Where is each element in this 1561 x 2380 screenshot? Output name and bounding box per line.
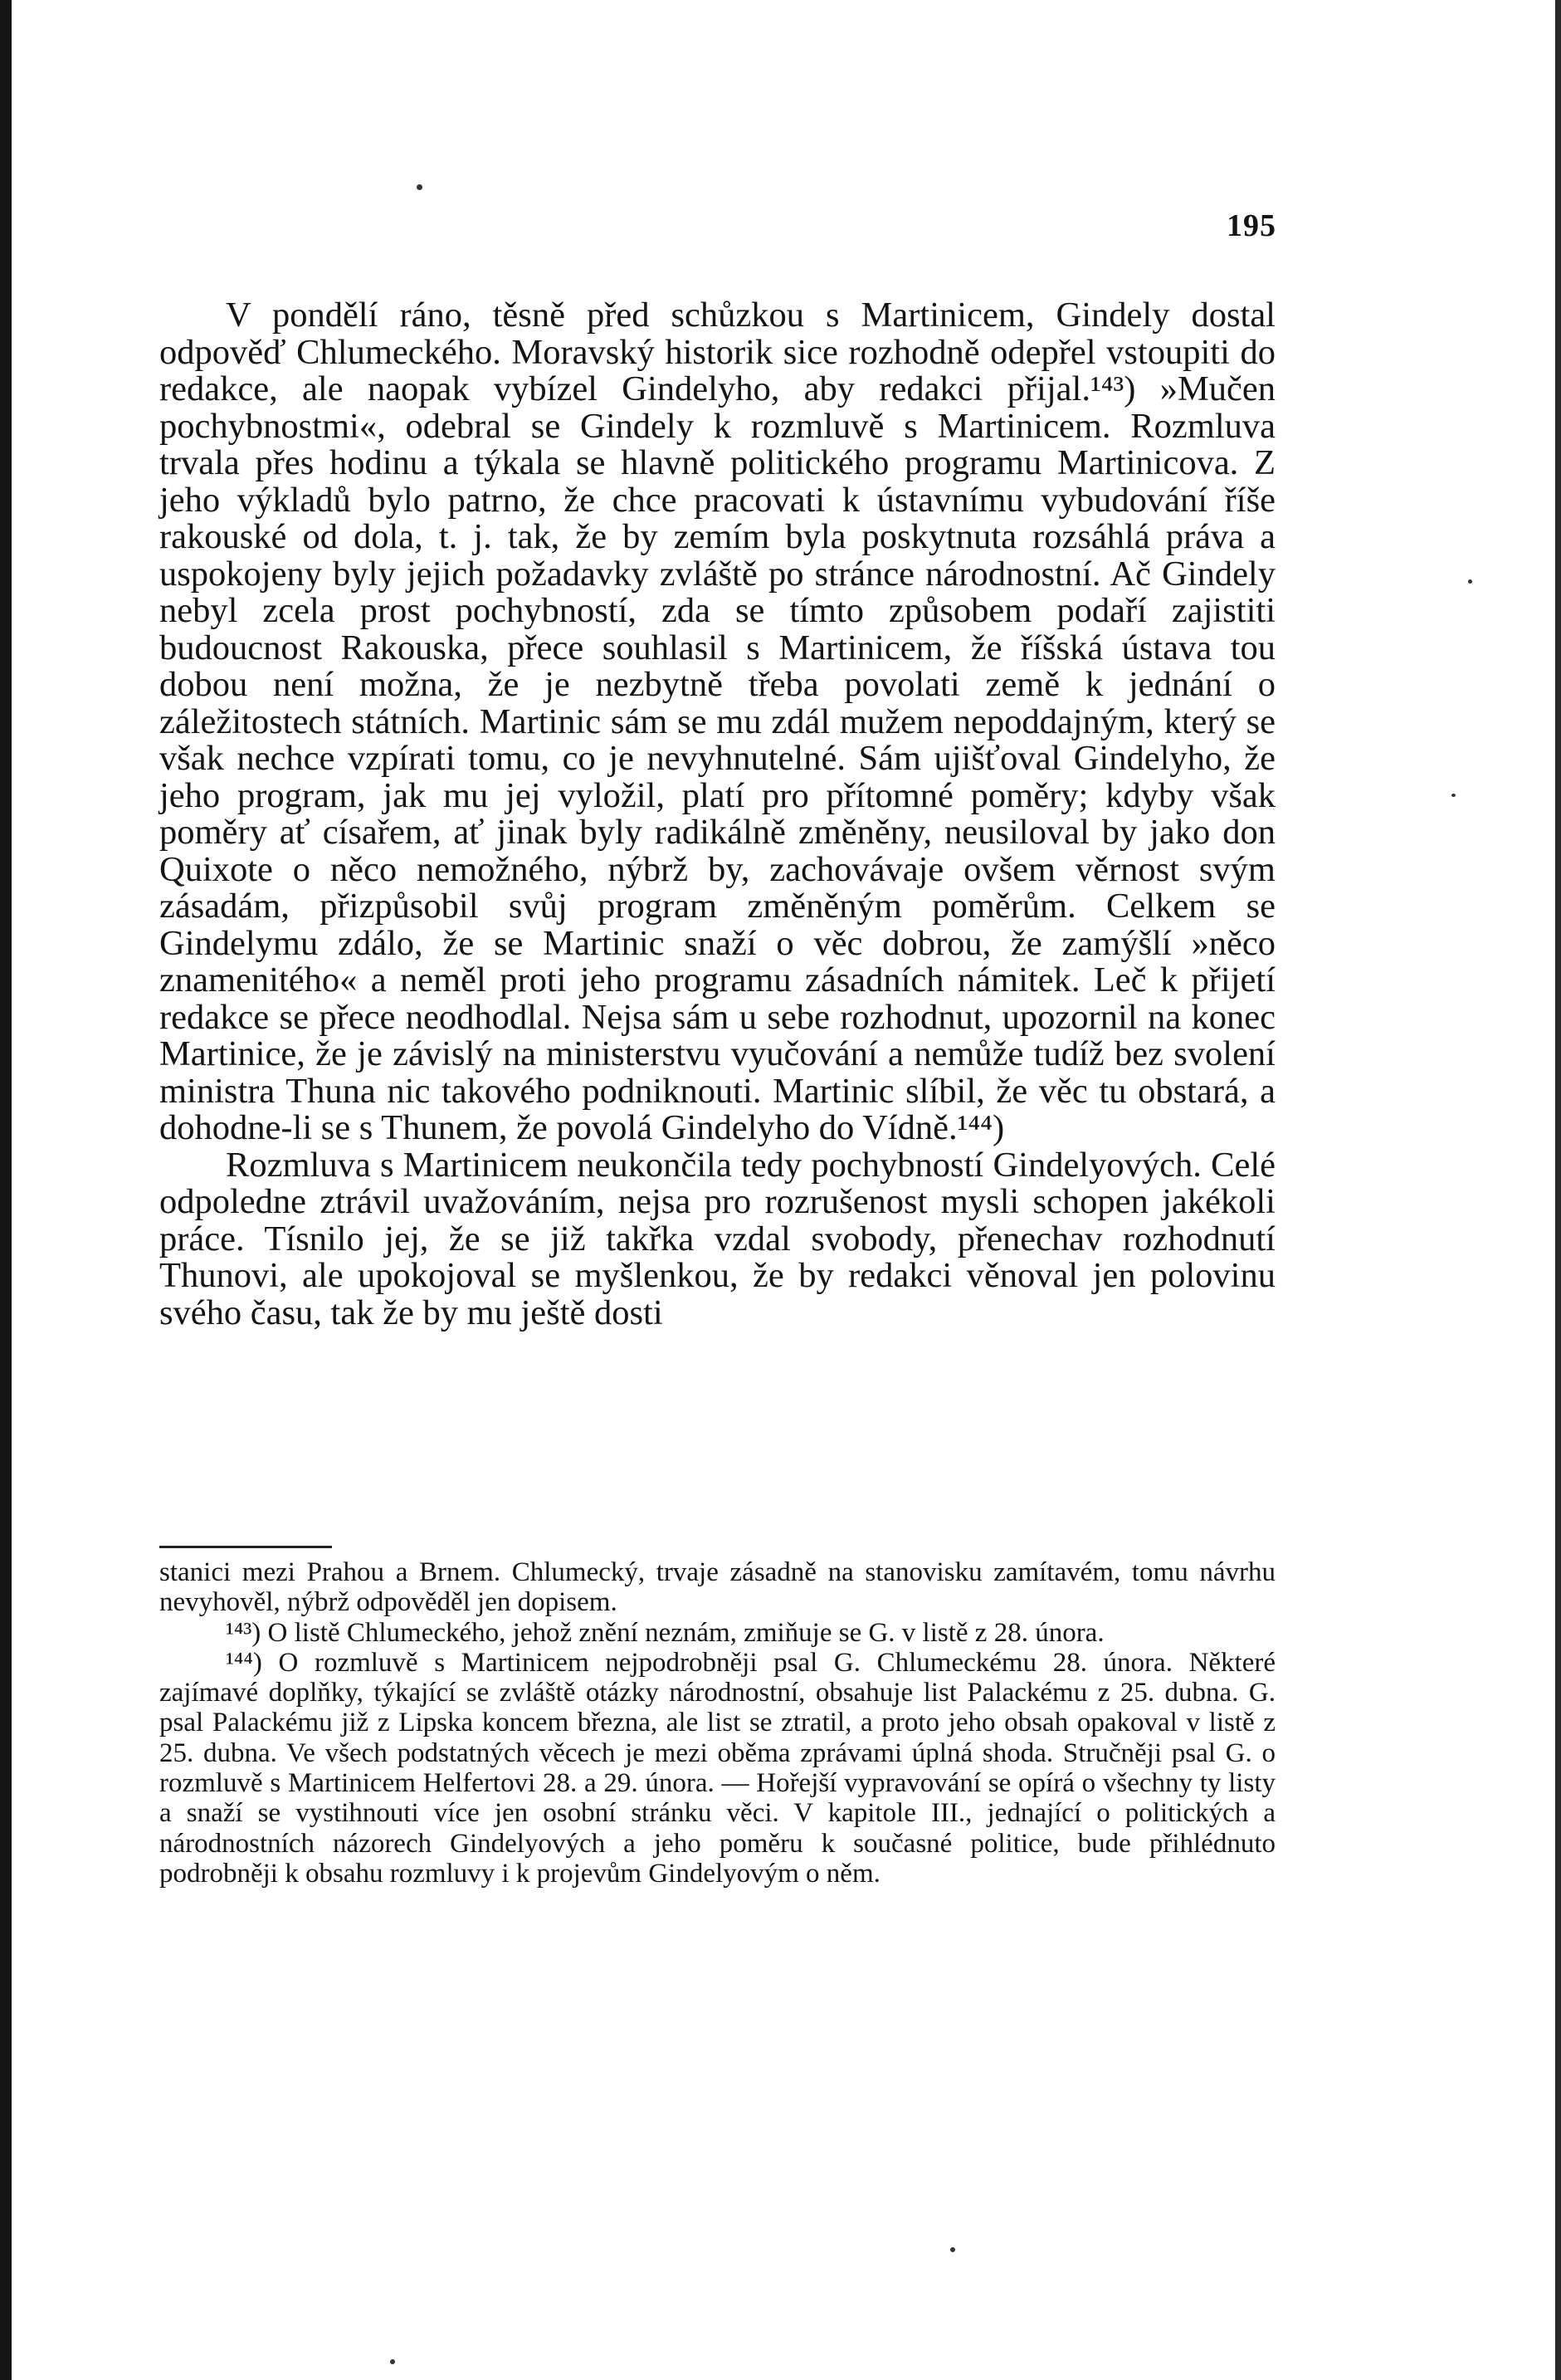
scan-right-edge bbox=[1555, 0, 1561, 2380]
scan-speck bbox=[417, 184, 422, 190]
scan-speck bbox=[1468, 579, 1472, 584]
footnote-144: ¹⁴⁴) O rozmluvě s Martinicem nejpodrobněji psal G. Chlumeckému 28. února. Některé zajímavé doplňky, týkající se zvláště otázky národnostní, obsahuje list Palackému z 25. dubna. G. psal Palackému již z Lipska koncem března, ale list se ztratil, a proto jeho obsah opakoval v listě z 25. dubna. Ve všech podstatných věcech je mezi oběma zprávami úplná shoda. Stručněji psal G. o rozmluvě s Martinicem Helfertovi 28. a 29. února. — Hořejší vypravování se opírá o všechny ty listy a snaží se vystihnouti více jen osobní stránku věci. V kapitole III., jednající o politických a národnostních názorech Gindelyových a jeho poměru k současné politice, bude přihlédnuto podrobněji k obsahu rozmluvy i k projevům Gindelyovým o něm. bbox=[159, 1647, 1276, 1889]
main-text bbox=[159, 297, 1276, 1332]
page-number: 195 bbox=[1227, 208, 1276, 243]
paragraph: V pondělí ráno, těsně před schůzkou s Martinicem, Gindely dostal odpověď Chlumeckého. Moravský historik sice rozhodně odepřel vstoupiti do redakce, ale naopak vybízel Gindelyho, aby redakci přijal.¹⁴³) »Mučen pochybnostmi«, odebral se Gindely k rozmluvě s Martinicem. Rozmluva trvala přes hodinu a týkala se hlavně politického programu Martinicova. Z jeho výkladů bylo patrno, že chce pracovati k ústavnímu vybudování říše rakouské od dola, t. j. tak, že by zemím byla poskytnuta rozsáhlá práva a uspokojeny byly jejich požadavky zvláště po stránce národnostní. Ač Gindely nebyl zcela prost pochybností, zda se tímto způsobem podaří zajistiti budoucnost Rakouska, přece souhlasil s Martinicem, že říšská ústava tou dobou není možna, že je nezbytně třeba povolati země k jednání o záležitostech státních. Martinic sám se mu zdál mužem nepoddajným, který se však nechce vzpírati tomu, co je nevyhnutelné. Sám ujišťoval Gindelyho, že jeho program, jak mu jej vyložil, platí pro přítomné poměry; kdyby však poměry ať císařem, ať jinak byly radikálně změněny, neusiloval by jako don Quixote o něco nemožného, nýbrž by, zachovávaje ovšem věrnost svým zásadám, přizpůsobil svůj program změněným poměrům. Celkem se Gindelymu zdálo, že se Martinic snaží o věc dobrou, že zamýšlí »něco znamenitého« a neměl proti jeho programu zásadních námitek. Leč k přijetí redakce se přece neodhodlal. Nejsa sám u sebe rozhodnut, upozornil na konec Martinice, že je závislý na ministerstvu vyučování a nemůže tudíž bez svolení ministra Thuna nic takového podniknouti. Martinic slíbil, že věc tu obstará, a dohodne-li se s Thunem, že povolá Gindelyho do Vídně.¹⁴⁴) bbox=[159, 296, 1276, 1147]
scan-left-edge bbox=[0, 0, 12, 2380]
scan-speck bbox=[1451, 794, 1456, 797]
scan-speck bbox=[950, 2247, 955, 2252]
footnotes bbox=[159, 1557, 1276, 1889]
paragraph: Rozmluva s Martinicem neukončila tedy pochybností Gindelyových. Celé odpoledne ztrávil uvažováním, nejsa pro rozrušenost mysli schopen jakékoli práce. Tísnilo jej, že se již takřka vzdal svobody, přenechav rozhodnutí Thunovi, ale upokojoval se myšlenkou, že by redakci věnoval jen polovinu svého času, tak že by mu ještě dosti bbox=[159, 1145, 1276, 1332]
footnote-separator bbox=[159, 1546, 332, 1548]
footnote-continuation: stanici mezi Prahou a Brnem. Chlumecký, trvaje zásadně na stanovisku zamítavém, tomu návrhu nevyhověl, nýbrž odpověděl jen dopisem. bbox=[159, 1557, 1276, 1618]
footnote-143: ¹⁴³) O listě Chlumeckého, jehož znění neznám, zmiňuje se G. v listě z 28. února. bbox=[226, 1617, 1105, 1648]
scan-speck bbox=[390, 2359, 395, 2364]
